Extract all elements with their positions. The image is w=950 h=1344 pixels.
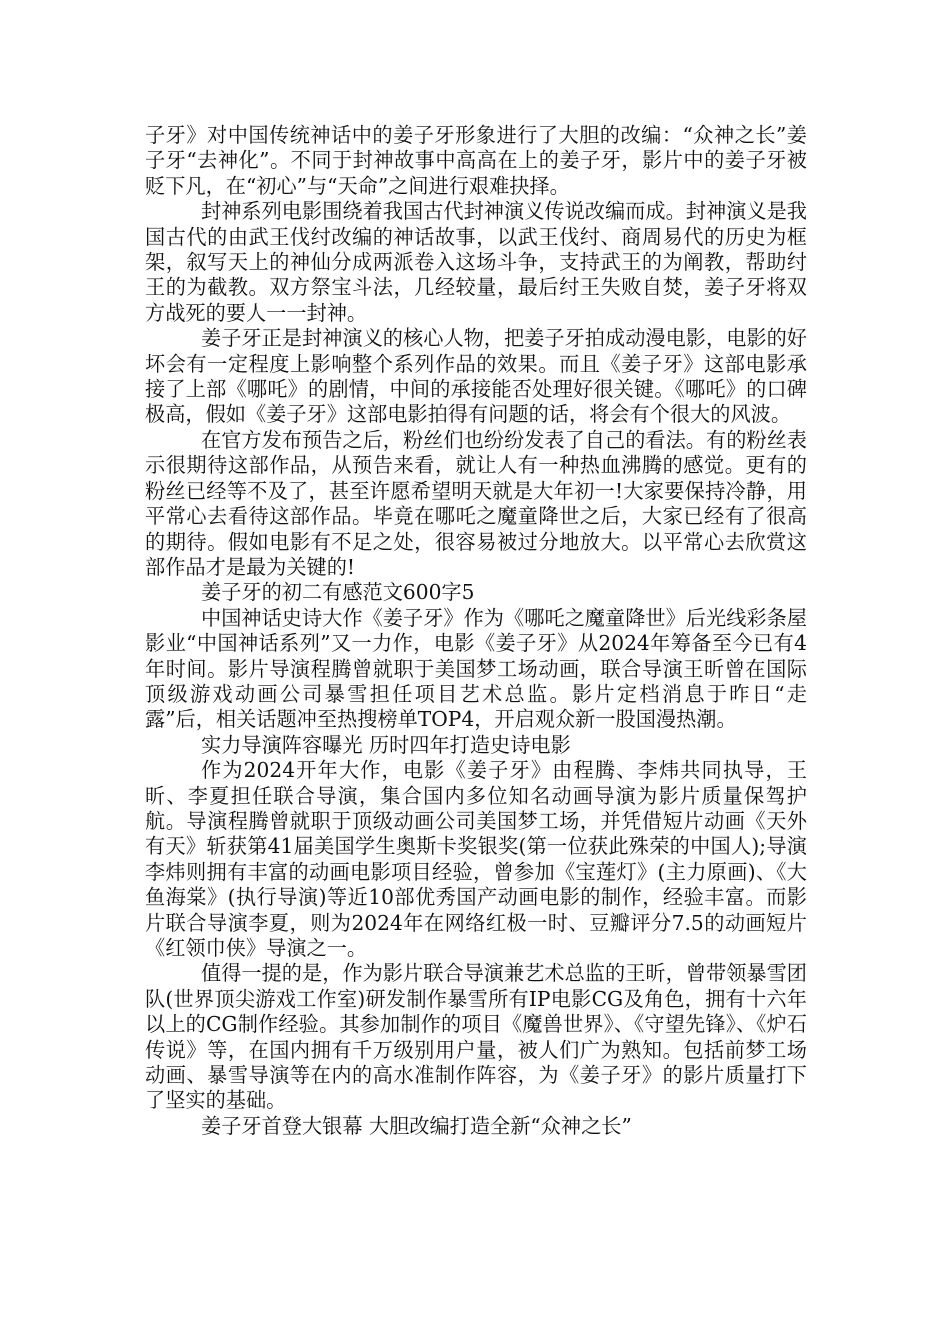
paragraph-fengshen-series: 封神系列电影围绕着我国古代封神演义传说改编而成。封神演义是我国古代的由武王伐纣改编的神话故事，以武王伐纣、商周易代的历史为框架，叙写天上的神仙分成两派卷入这场斗争，支持武王的为阐教，帮助纣王的为截教。双方祭宝斗法，几经较量，最后纣王失败自焚，姜子牙将双方战死的要人一一封神。 xyxy=(145,199,807,325)
paragraph-core-character: 姜子牙正是封神演义的核心人物，把姜子牙拍成动漫电影，电影的好坏会有一定程度上影响整个系列作品的效果。而且《姜子牙》这部电影承接了上部《哪吒》的剧情，中间的承接能否处理好很关键。《哪吒》的口碑极高，假如《姜子牙》这部电影拍得有问题的话，将会有个很大的风波。 xyxy=(145,326,807,427)
section-title-director-lineup: 实力导演阵容曝光 历时四年打造史诗电影 xyxy=(201,732,571,757)
paragraph-continuation: 子牙》对中国传统神话中的姜子牙形象进行了大胆的改编：“众神之长”姜子牙“去神化”。不同于封神故事中高高在上的姜子牙，影片中的姜子牙被贬下凡，在“初心”与“天命”之间进行艰难抉择。 xyxy=(145,123,807,198)
section-title-essay-5: 姜子牙的初二有感范文600字5 xyxy=(201,580,475,605)
paragraph-directors: 作为2024开年大作，电影《姜子牙》由程腾、李炜共同执导，王昕、李夏担任联合导演，集合国内多位知名动画导演为影片质量保驾护航。导演程腾曾就职于顶级动画公司美国梦工场，并凭借短片动画《天外有天》斩获第41届美国学生奥斯卡奖银奖(第一位获此殊荣的中国人);导演李炜则拥有丰富的动画电影项目经验，曾参加《宝莲灯》(主力原画)、《大鱼海棠》(执行导演)等近10部优秀国产动画电影的制作，经验丰富。而影片联合导演李夏，则为2024年在网络红极一时、豆瓣评分7.5的动画短片《红领巾侠》导演之一。 xyxy=(145,758,807,960)
document-body xyxy=(145,123,807,1139)
paragraph-art-director: 值得一提的是，作为影片联合导演兼艺术总监的王昕，曾带领暴雪团队(世界顶尖游戏工作室)研发制作暴雪所有IP电影CG及角色，拥有十六年以上的CG制作经验。其参加制作的项目《魔兽世界》、《守望先锋》、《炉石传说》等，在国内拥有千万级别用户量，被人们广为熟知。包括前梦工场动画、暴雪导演等在内的高水准制作阵容，为《姜子牙》的影片质量打下了坚实的基础。 xyxy=(145,961,807,1113)
paragraph-fan-reactions: 在官方发布预告之后，粉丝们也纷纷发表了自己的看法。有的粉丝表示很期待这部作品，从预告来看，就让人有一种热血沸腾的感觉。更有的粉丝已经等不及了，甚至许愿希望明天就是大年初一!大家要保持冷静，用平常心去看待这部作品。毕竟在哪吒之魔童降世之后，大家已经有了很高的期待。假如电影有不足之处，很容易被过分地放大。以平常心去欣赏这部作品才是最为关键的! xyxy=(145,427,807,579)
paragraph-epic-intro: 中国神话史诗大作《姜子牙》作为《哪吒之魔童降世》后光线彩条屋影业“中国神话系列”又一力作，电影《姜子牙》从2024年筹备至今已有4年时间。影片导演程腾曾就职于美国梦工场动画，联合导演王昕曾在国际顶级游戏动画公司暴雪担任项目艺术总监。影片定档消息于昨日“走露”后，相关话题冲至热搜榜单TOP4，开启观众新一股国漫热潮。 xyxy=(145,605,807,732)
section-title-big-screen: 姜子牙首登大银幕 大胆改编打造全新“众神之长” xyxy=(201,1113,632,1138)
